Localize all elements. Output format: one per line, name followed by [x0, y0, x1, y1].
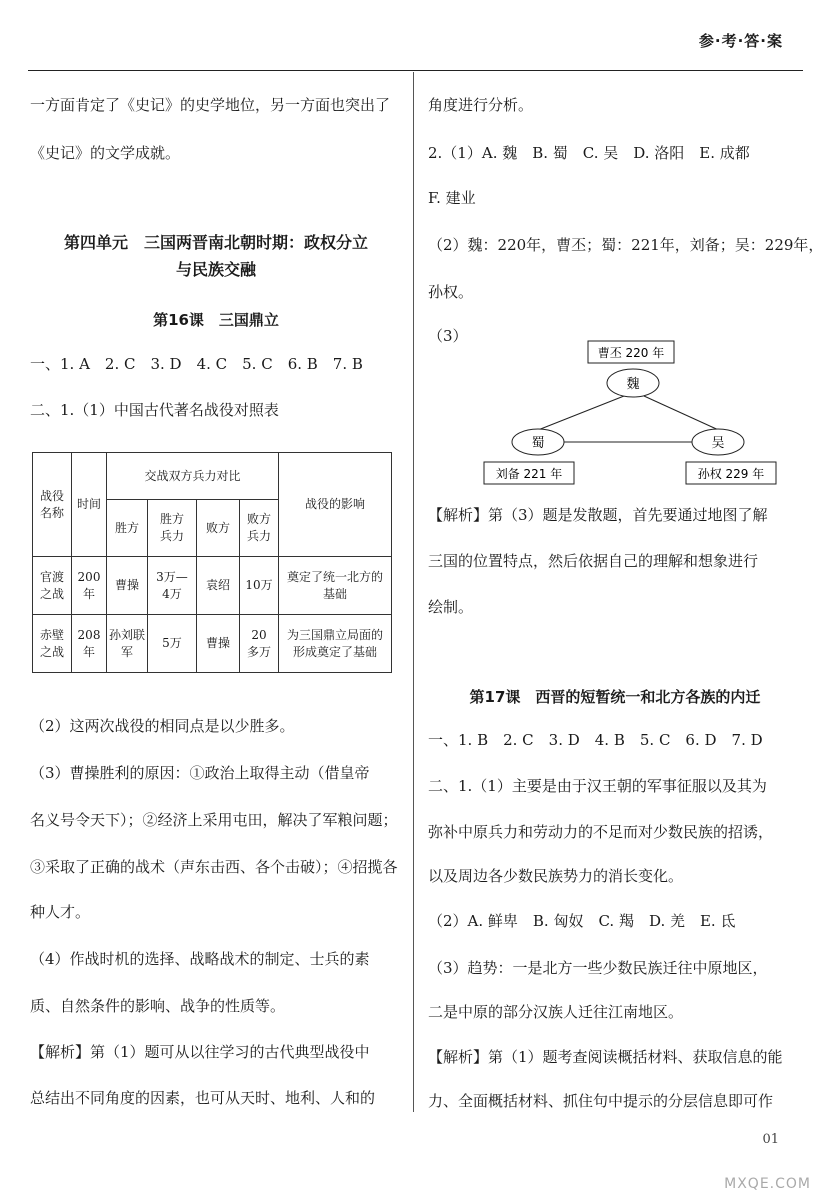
column-divider: [413, 72, 414, 1112]
table-cell-loser: 袁绍: [197, 557, 240, 615]
wu-label: 孙权 229 年: [697, 467, 765, 481]
table-cell-loser-force: 10万: [240, 557, 279, 615]
l17-analysis-line-2: 力、全面概括材料、抓住句中提示的分层信息即可作: [428, 1092, 774, 1110]
intro-line-2: 《史记》的文学成就。: [30, 144, 181, 162]
shu-text: 蜀: [531, 436, 545, 451]
l16-analysis-line-1: 【解析】第（1）题可从以往学习的古代典型战役中: [30, 1043, 370, 1061]
table-header-loser: 败方: [197, 500, 240, 557]
table-header-time: 时间: [72, 453, 107, 557]
l17-part1: 一、1. B 2. C 3. D 4. B 5. C 6. D 7. D: [428, 731, 763, 749]
unit-title-line-1: 第四单元 三国两晋南北朝时期：政权分立: [63, 233, 368, 252]
table-cell-time: 208 年: [72, 615, 107, 673]
l17-q1-line-3: 以及周边各少数民族势力的消长变化。: [428, 867, 684, 885]
table-cell-name: 官渡 之战: [33, 557, 72, 615]
shu-label: 刘备 221 年: [495, 467, 563, 481]
l17-q1-line-2: 弥补中原兵力和劳动力的不足而对少数民族的招诱，: [428, 823, 774, 841]
q2-1-line-1: 2.（1）A. 魏 B. 蜀 C. 吴 D. 洛阳 E. 成都: [428, 144, 750, 162]
l17-q3-line-2: 二是中原的部分汉族人迁往江南地区。: [428, 1003, 684, 1021]
page-number: 01: [762, 1132, 779, 1147]
table-header-row: [33, 453, 392, 500]
unit-title-line-2: 与民族交融: [175, 260, 256, 279]
l16-q4-line-2: 质、自然条件的影响、战争的性质等。: [30, 997, 286, 1015]
q2-2-line-2: 孙权。: [428, 283, 474, 301]
battle-comparison-table: [32, 452, 392, 673]
table-cell-winner-force: 3万— 4万: [148, 557, 197, 615]
table-cell-winner: 孙刘联军: [107, 615, 148, 673]
lesson-16-part1: 一、1. A 2. C 3. D 4. C 5. C 6. B 7. B: [30, 355, 363, 373]
table-header-loser-force: 败方 兵力: [240, 500, 279, 557]
q2-3-label: （3）: [428, 327, 468, 345]
header-rule: [28, 70, 803, 71]
l16-q3-line-2: 名义号令天下）；②经济上采用屯田，解决了军粮问题；: [30, 811, 398, 829]
wei-label: 曹丕 220 年: [597, 346, 665, 360]
l17-q1-line-1: 二、1.（1）主要是由于汉王朝的军事征服以及其为: [428, 777, 767, 795]
three-kingdoms-diagram: [478, 336, 778, 486]
table-cell-effect: 为三国鼎立局面的 形成奠定了基础: [279, 615, 392, 673]
l17-analysis-line-1: 【解析】第（1）题考查阅读概括材料、获取信息的能: [428, 1048, 783, 1066]
table-row: [33, 557, 392, 615]
continuation-line: 角度进行分析。: [428, 96, 534, 114]
table-header-winner-force: 胜方 兵力: [148, 500, 197, 557]
l16-q3-line-4: 种人才。: [30, 903, 91, 921]
q2-1-line-2: F. 建业: [428, 189, 476, 207]
header-title: 参·考·答·案: [698, 32, 783, 50]
table-header-winner: 胜方: [107, 500, 148, 557]
lesson-16-part2-intro: 二、1.（1）中国古代著名战役对照表: [30, 401, 279, 419]
lesson-17-title: 第17课 西晋的短暂统一和北方各族的内迁: [469, 688, 761, 706]
table-header-forces: 交战双方兵力对比: [107, 453, 279, 500]
analysis2-line-1: 【解析】第（3）题是发散题，首先要通过地图了解: [428, 506, 768, 524]
page-header: [0, 0, 831, 74]
analysis2-line-2: 三国的位置特点，然后依据自己的理解和想象进行: [428, 552, 759, 570]
table-cell-effect: 奠定了统一北方的 基础: [279, 557, 392, 615]
table-header-battle: 战役 名称: [33, 453, 72, 557]
line-wei-shu: [533, 396, 624, 432]
l16-q3-line-1: （3）曹操胜利的原因：①政治上取得主动（借皇帝: [30, 764, 370, 782]
wei-text: 魏: [626, 377, 640, 392]
l16-q3-line-3: ③采取了正确的战术（声东击西、各个击破）；④招揽各: [30, 858, 398, 876]
l16-analysis-line-2: 总结出不同角度的因素，也可从天时、地利、人和的: [30, 1089, 376, 1107]
l17-q3-line-1: （3）趋势：一是北方一些少数民族迁往中原地区，: [428, 959, 768, 977]
line-wei-wu: [644, 396, 723, 432]
table-cell-name: 赤壁 之战: [33, 615, 72, 673]
l17-q2: （2）A. 鲜卑 B. 匈奴 C. 羯 D. 羌 E. 氐: [428, 912, 736, 930]
lesson-16-title: 第16课 三国鼎立: [153, 311, 279, 329]
wu-text: 吴: [711, 436, 725, 451]
table-cell-winner: 曹操: [107, 557, 148, 615]
l16-q2: （2）这两次战役的相同点是以少胜多。: [30, 717, 295, 735]
intro-line-1: 一方面肯定了《史记》的史学地位，另一方面也突出了: [30, 96, 391, 114]
table-cell-loser: 曹操: [197, 615, 240, 673]
table-cell-time: 200 年: [72, 557, 107, 615]
watermark-text: MXQE.COM: [724, 1176, 811, 1192]
l16-q4-line-1: （4）作战时机的选择、战略战术的制定、士兵的素: [30, 950, 370, 968]
table-row: [33, 615, 392, 673]
table-cell-loser-force: 20 多万: [240, 615, 279, 673]
table-header-effect: 战役的影响: [279, 453, 392, 557]
analysis2-line-3: 绘制。: [428, 598, 474, 616]
table-cell-winner-force: 5万: [148, 615, 197, 673]
q2-2-line-1: （2）魏：220年，曹丕；蜀：221年，刘备；吴：229年，: [428, 236, 824, 254]
